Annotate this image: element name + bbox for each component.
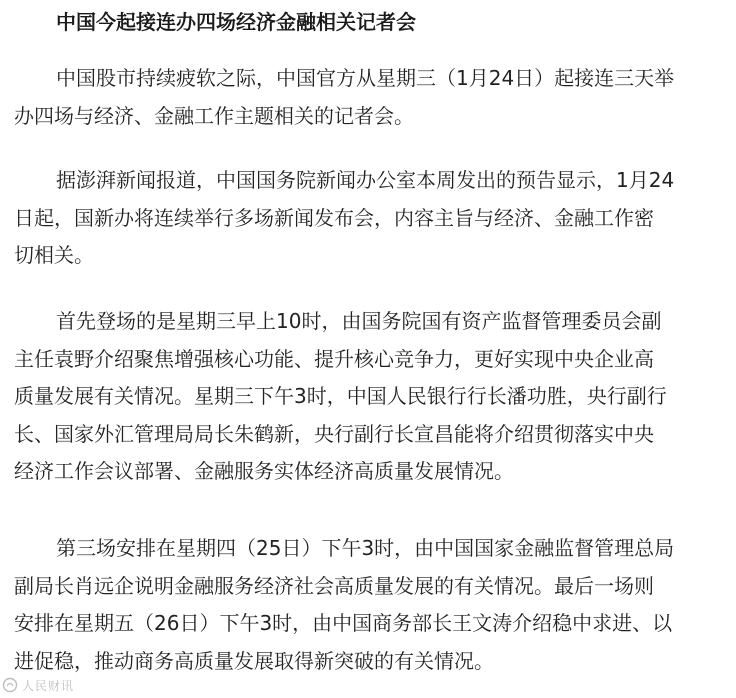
- paragraph-line: 中国股市持续疲软之际，中国官方从星期三（1月24日）起接连三天举: [56, 66, 675, 90]
- circle-logo-icon: [2, 677, 18, 693]
- paragraph-line: 质量发展有关情况。星期三下午3时，中国人民银行行长潘功胜，央行副行: [14, 384, 667, 408]
- paragraph-line: 进促稳，推动商务高质量发展取得新突破的有关情况。: [14, 648, 494, 673]
- paragraph-line: 经济工作会议部署、金融服务实体经济高质量发展情况。: [14, 459, 514, 483]
- paragraph-line: 日起，国新办将连续举行多场新闻发布会，内容主旨与经济、金融工作密: [14, 205, 654, 230]
- article-headline: 中国今起接连办四场经济金融相关记者会: [56, 10, 416, 34]
- watermark-text: 人民财讯: [22, 678, 75, 693]
- paragraph-line: 副局长肖远企说明金融服务经济社会高质量发展的有关情况。最后一场则: [14, 573, 654, 598]
- paragraph-3: [14, 303, 724, 491]
- paragraph-line: 首先登场的是星期三早上10时，由国务院国有资产监督管理委员会副: [56, 309, 662, 333]
- paragraph-line: 长、国家外汇管理局局长朱鹤新，央行副行长宣昌能将介绍贯彻落实中央: [14, 421, 654, 446]
- paragraph-2: [14, 162, 724, 275]
- paragraph-line: 第三场安排在星期四（25日）下午3时，由中国国家金融监督管理总局: [56, 536, 675, 560]
- paragraph-4: [14, 530, 724, 680]
- paragraph-1: [14, 60, 724, 135]
- paragraph-line: 切相关。: [14, 243, 94, 267]
- paragraph-line: 主任袁野介绍聚焦增强核心功能、提升核心竞争力，更好实现中央企业高: [14, 346, 654, 371]
- paragraph-line: 据澎湃新闻报道，中国国务院新闻办公室本周发出的预告显示，1月24: [56, 168, 675, 192]
- watermark: [2, 674, 74, 696]
- paragraph-line: 安排在星期五（26日）下午3时，由中国商务部长王文涛介绍稳中求进、以: [14, 611, 673, 635]
- paragraph-line: 办四场与经济、金融工作主题相关的记者会。: [14, 103, 414, 128]
